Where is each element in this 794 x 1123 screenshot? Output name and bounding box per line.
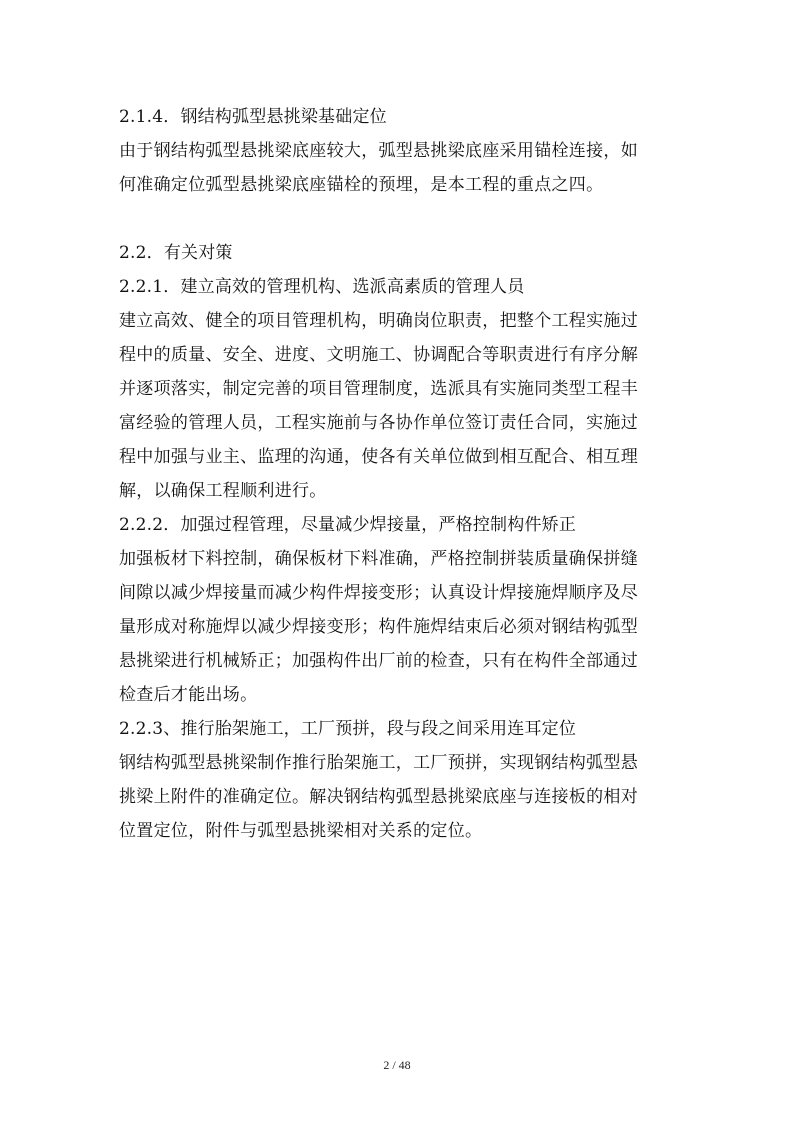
section-heading-2-2-3: 2.2.3、推行胎架施工，工厂预拼，段与段之间采用连耳定位 (119, 719, 577, 739)
paragraph-line: 位置定位，附件与弧型悬挑梁相对关系的定位。 (119, 821, 483, 841)
page-content (119, 100, 679, 848)
paragraph-line: 钢结构弧型悬挑梁制作推行胎架施工，工厂预拼，实现钢结构弧型悬 (119, 753, 638, 773)
paragraph-line: 何准确定位弧型悬挑梁底座锚栓的预埋，是本工程的重点之四。 (119, 175, 604, 195)
paragraph-line: 并逐项落实，制定完善的项目管理制度，选派具有实施同类型工程丰 (119, 379, 638, 399)
section-heading-2-1-4: 2.1.4．钢结构弧型悬挑梁基础定位 (119, 107, 387, 127)
page-number: 2 / 48 (383, 1058, 411, 1072)
paragraph-line: 程中的质量、安全、进度、文明施工、协调配合等职责进行有序分解 (119, 345, 638, 365)
paragraph-line: 由于钢结构弧型悬挑梁底座较大，弧型悬挑梁底座采用锚栓连接，如 (119, 141, 638, 161)
paragraph-line: 解，以确保工程顺利进行。 (119, 481, 327, 501)
paragraph-line: 悬挑梁进行机械矫正；加强构件出厂前的检查，只有在构件全部通过 (119, 651, 638, 671)
paragraph-line: 建立高效、健全的项目管理机构，明确岗位职责，把整个工程实施过 (119, 311, 638, 331)
paragraph-line: 程中加强与业主、监理的沟通，使各有关单位做到相互配合、相互理 (119, 447, 638, 467)
paragraph-line: 挑梁上附件的准确定位。解决钢结构弧型悬挑梁底座与连接板的相对 (119, 787, 638, 807)
paragraph-line: 富经验的管理人员，工程实施前与各协作单位签订责任合同，实施过 (119, 413, 638, 433)
section-heading-2-2-1: 2.2.1．建立高效的管理机构、选派高素质的管理人员 (119, 277, 525, 297)
paragraph-line: 量形成对称施焊以减少焊接变形；构件施焊结束后必须对钢结构弧型 (119, 617, 638, 637)
paragraph-line: 加强板材下料控制，确保板材下料准确，严格控制拼装质量确保拼缝 (119, 549, 638, 569)
section-heading-2-2-2: 2.2.2．加强过程管理，尽量减少焊接量，严格控制构件矫正 (119, 515, 577, 535)
paragraph-line: 间隙以减少焊接量而减少构件焊接变形；认真设计焊接施焊顺序及尽 (119, 583, 638, 603)
paragraph-line: 检查后才能出场。 (119, 685, 258, 705)
blank-line (119, 202, 679, 236)
section-heading-2-2: 2.2．有关对策 (119, 243, 233, 263)
